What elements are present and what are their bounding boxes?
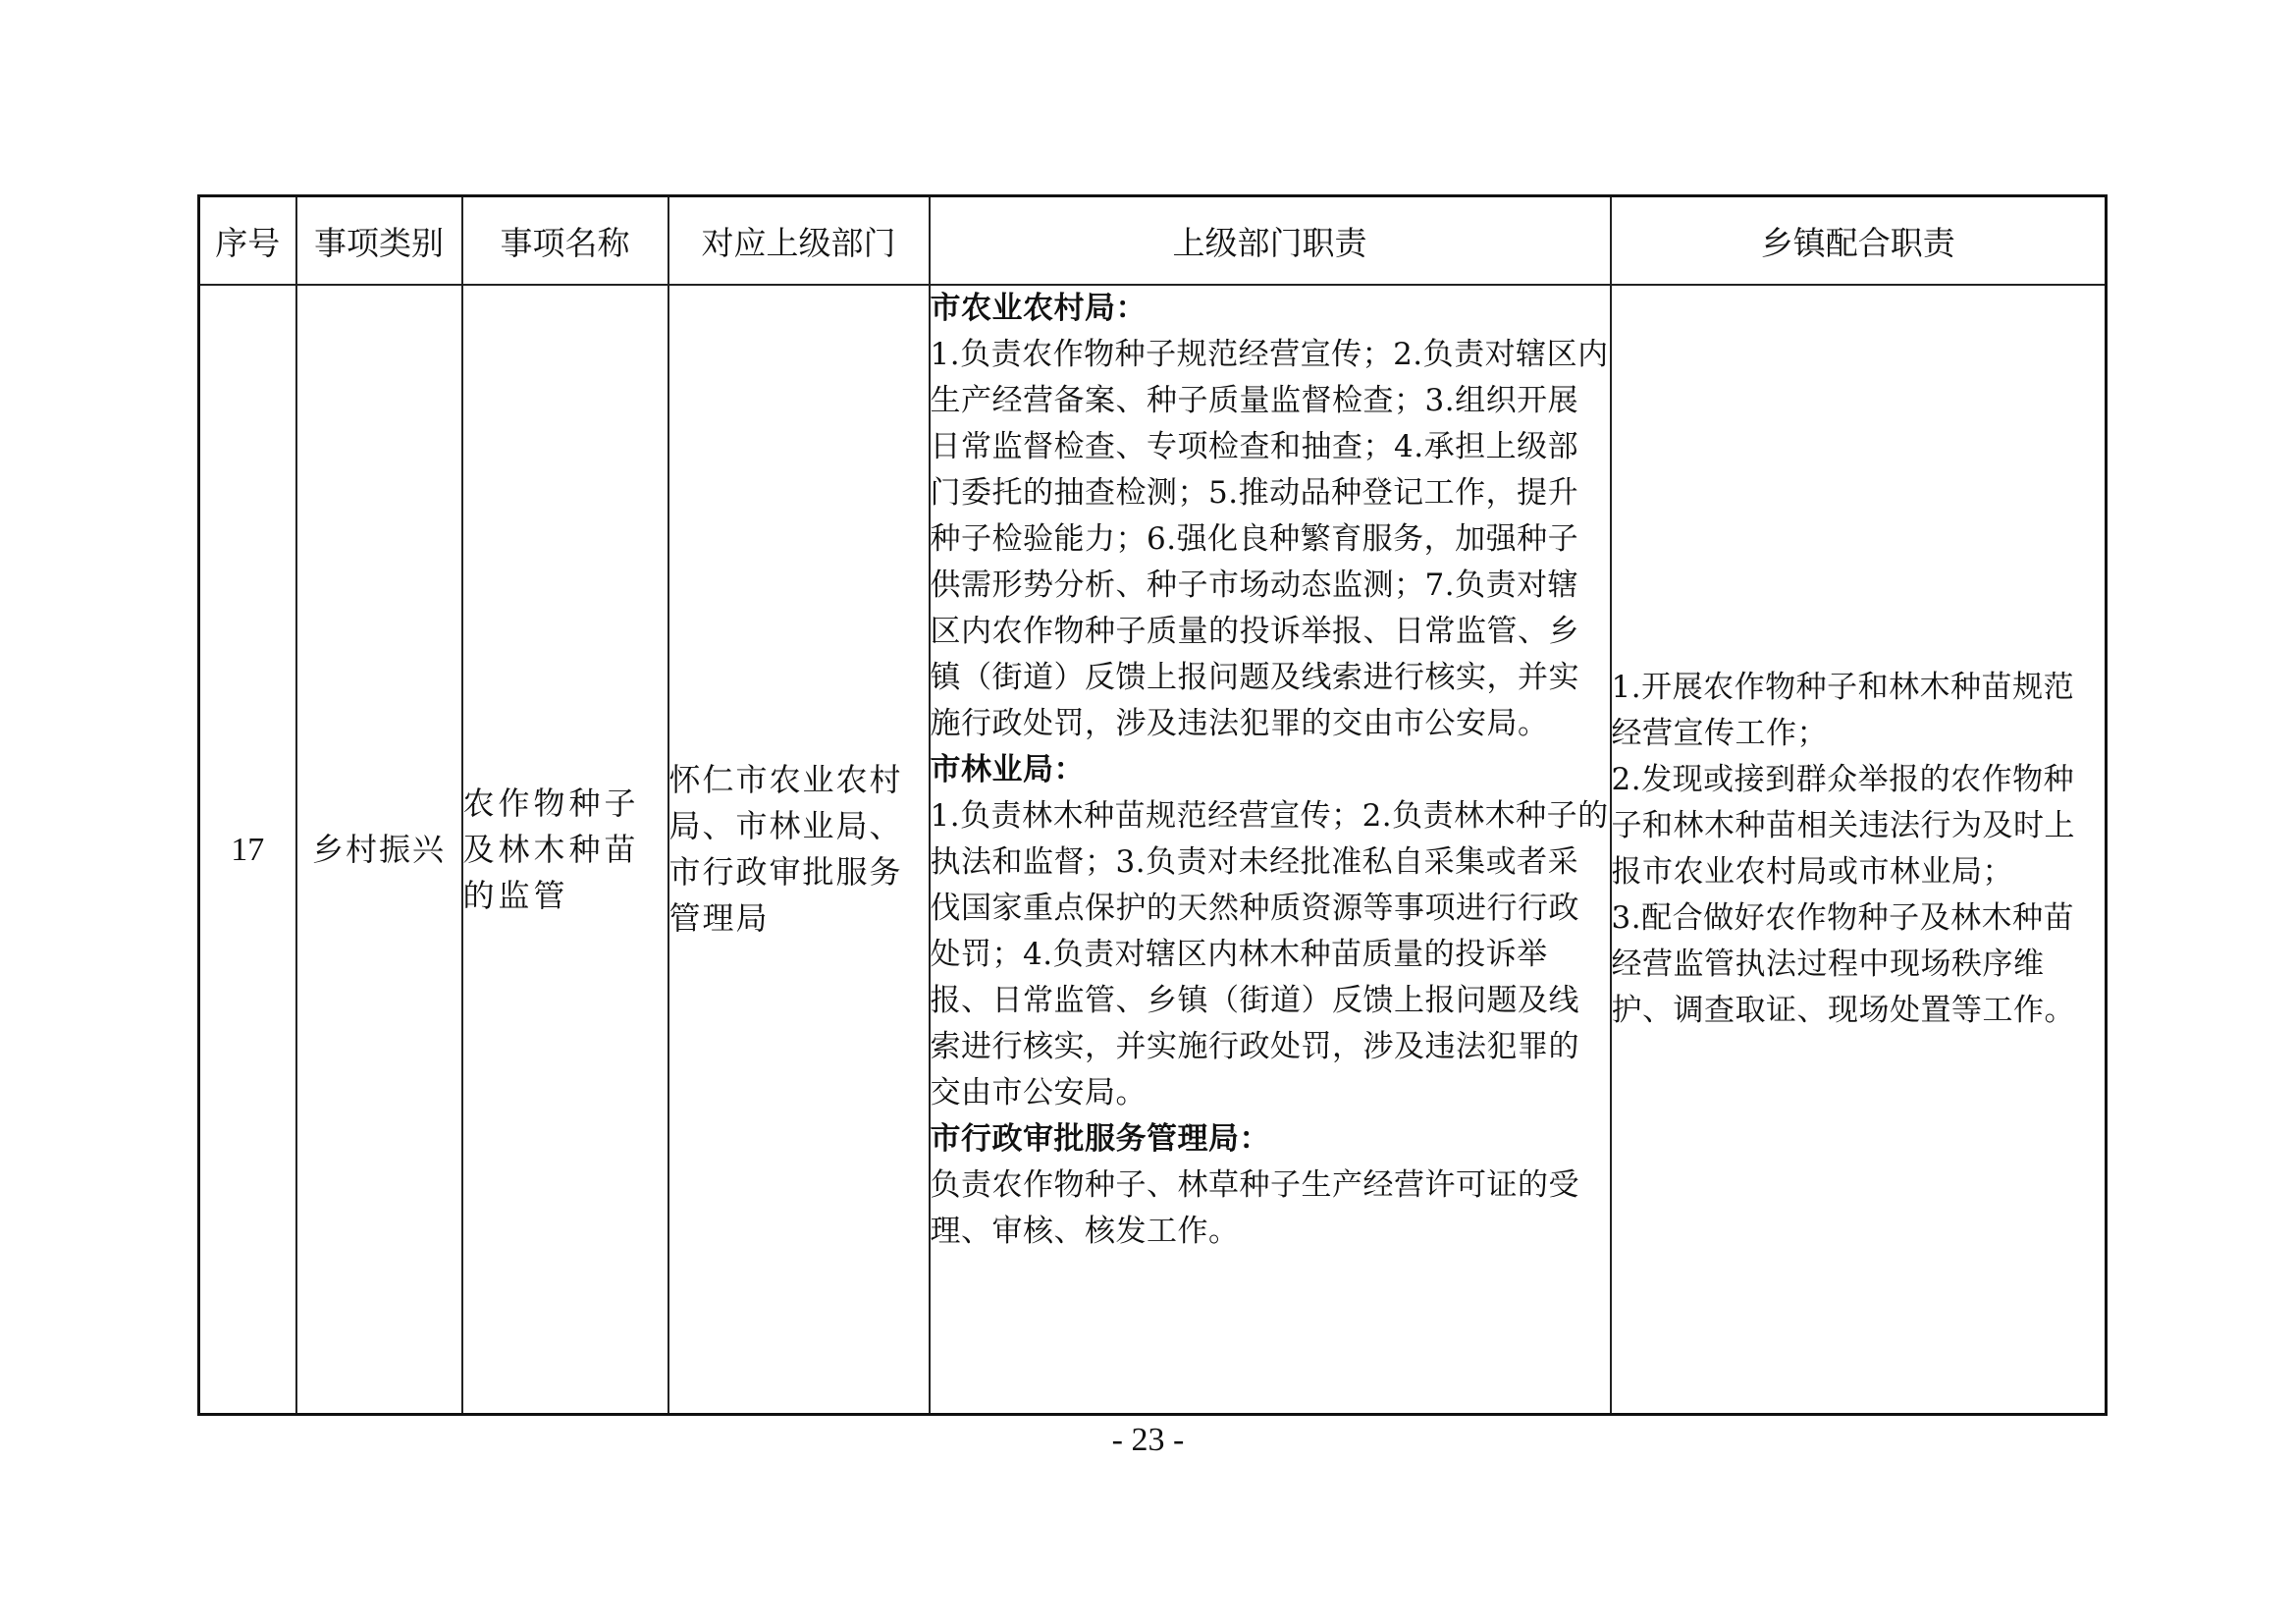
- table-row: [199, 285, 2107, 1415]
- header-superior-duties: 上级部门职责: [930, 196, 1611, 286]
- responsibility-table: [197, 194, 2108, 1416]
- duty-heading-approval: 市行政审批服务管理局：: [930, 1121, 1270, 1157]
- duty-text-approval: 负责农作物种子、林草种子生产经营许可证的受理、审核、核发工作。: [930, 1167, 1579, 1249]
- township-duty-3: 3.配合做好农作物种子及林木种苗经营监管执法过程中现场秩序维护、调查取证、现场处置等工作。: [1611, 900, 2075, 1028]
- township-duty-1: 1.开展农作物种子和林木种苗规范经营宣传工作；: [1611, 670, 2075, 751]
- township-duty-2: 2.发现或接到群众举报的农作物种子和林木种苗相关违法行为及时上报市农业农村局或市林业局；: [1611, 762, 2075, 890]
- header-seq: 序号: [199, 196, 296, 286]
- cell-category: 乡村振兴: [296, 285, 462, 1415]
- duty-text-agriculture: 1.负责农作物种子规范经营宣传；2.负责对辖区内生产经营备案、种子质量监督检查；3.组织开展日常监督检查、专项检查和抽查；4.承担上级部门委托的抽查检测；5.推动品种登记工作，提升种子检验能力；6.强化良种繁育服务，加强种子供需形势分析、种子市场动态监测；7.负责对辖区内农作物种子质量的投诉举报、日常监管、乡镇（街道）反馈上报问题及线索进行核实，并实施行政处罚，涉及违法犯罪的交由市公安局。: [930, 337, 1609, 741]
- duty-text-forestry: 1.负责林木种苗规范经营宣传；2.负责林木种子的执法和监督；3.负责对未经批准私自采集或者采伐国家重点保护的天然种质资源等事项进行行政处罚；4.负责对辖区内林木种苗质量的投诉举报、日常监管、乡镇（街道）反馈上报问题及线索进行核实，并实施行政处罚，涉及违法犯罪的交由市公安局。: [930, 798, 1609, 1110]
- cell-item-name: 农作物种子及林木种苗的监管: [462, 285, 668, 1415]
- header-category: 事项类别: [296, 196, 462, 286]
- page-number: - 23 -: [1111, 1422, 1185, 1458]
- header-superior-dept: 对应上级部门: [668, 196, 930, 286]
- cell-superior-duties: [930, 285, 1611, 1415]
- table-header-row: [199, 196, 2107, 286]
- header-item-name: 事项名称: [462, 196, 668, 286]
- cell-superior-depts: 怀仁市农业农村局、市林业局、市行政审批服务管理局: [668, 285, 930, 1415]
- cell-township-duties: [1611, 285, 2107, 1415]
- duty-heading-forestry: 市林业局：: [930, 752, 1085, 787]
- cell-seq: 17: [199, 285, 296, 1415]
- duty-heading-agriculture: 市农业农村局：: [930, 291, 1147, 326]
- header-township-duties: 乡镇配合职责: [1611, 196, 2107, 286]
